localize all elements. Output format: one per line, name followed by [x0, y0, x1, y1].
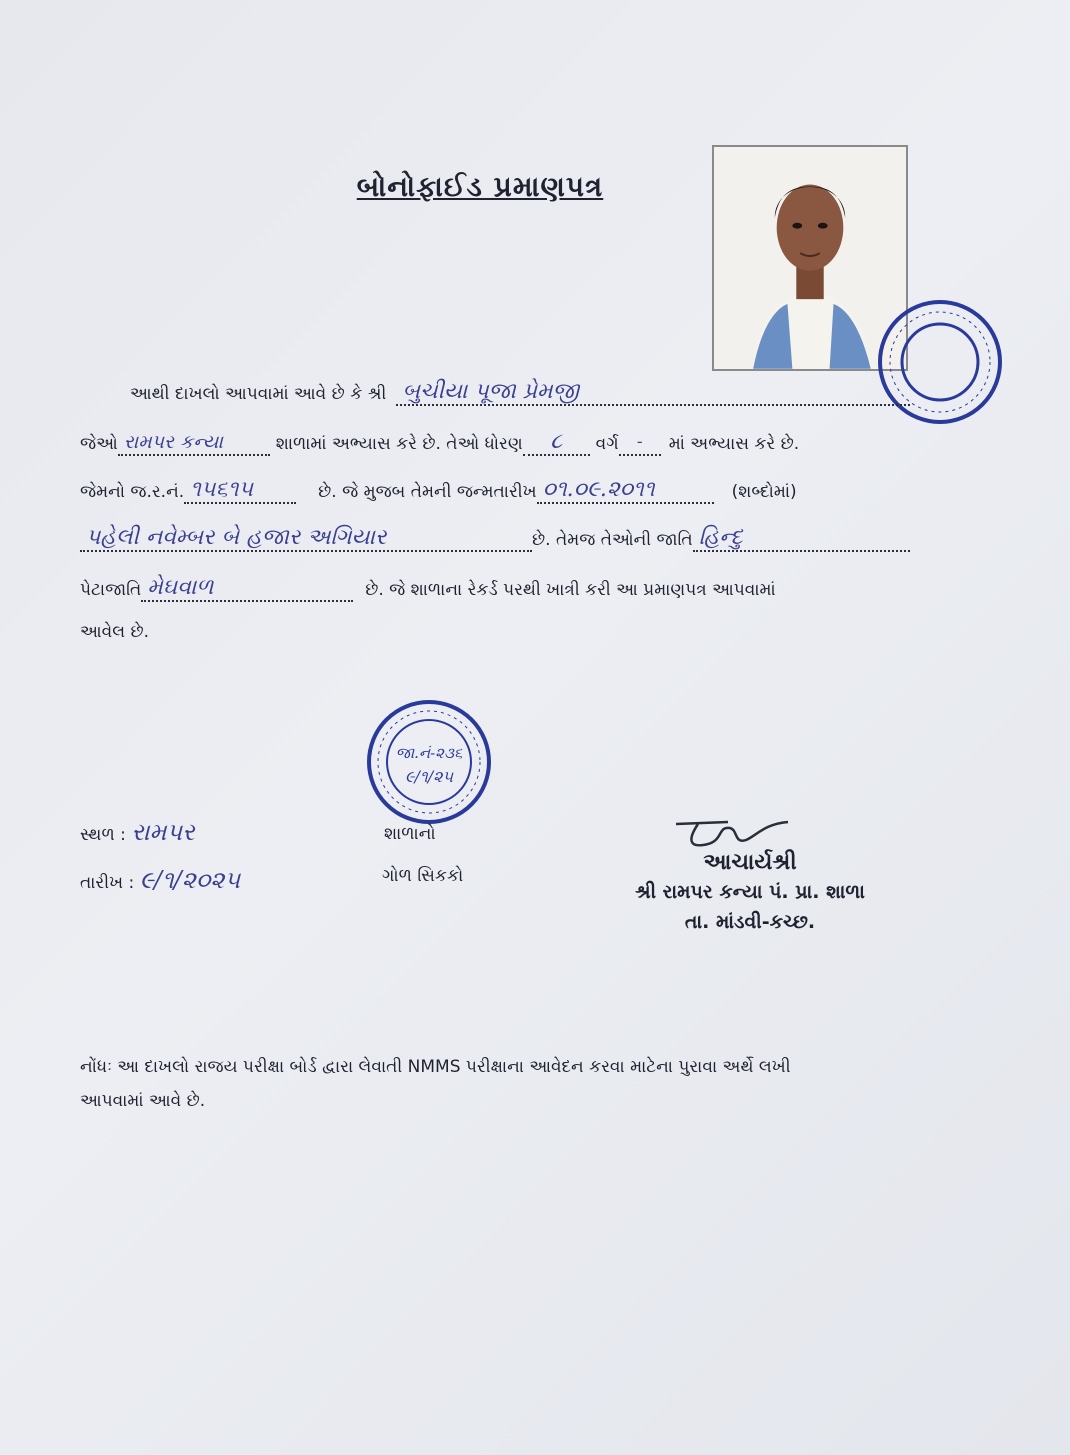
birth-date-words-field: પહેલી નવેમ્બર બે હજાર અગિયાર	[80, 526, 532, 552]
line2-varg: વર્ગ	[595, 434, 619, 454]
date-row	[80, 866, 240, 894]
school-round-seal-large	[868, 298, 1008, 428]
subcaste-field: મેઘવાળ	[141, 576, 353, 602]
line2-prefix: જેઓ	[80, 434, 118, 454]
student-name-field: બુચીયા પૂજા પ્રેમજી	[396, 380, 910, 406]
line5-suffix: છે. જે શાળાના રેકર્ડ પરથી ખાત્રી કરી આ પ્રમાણપત્ર આપવામાં	[365, 580, 776, 600]
seal-date: ૯/૧/૨૫	[405, 767, 453, 786]
place-label: સ્થળ :	[80, 825, 126, 845]
line2-mid: શાળામાં અભ્યાસ કરે છે. તેઓ ધોરણ	[275, 434, 523, 454]
principal-block	[600, 820, 900, 933]
note-line-2: આપવામાં આવે છે.	[80, 1091, 206, 1111]
line4-mid: છે. તેમજ તેઓની જાતિ	[532, 530, 693, 550]
line-birth-words	[80, 526, 910, 552]
line-register	[80, 478, 910, 504]
birth-date-field: ૦૧.૦૯.૨૦૧૧	[537, 478, 714, 504]
register-no-field: ૧૫૬૧૫	[184, 478, 296, 504]
line1-prefix: આથી દાખલો આપવામાં આવે છે કે શ્રી	[130, 384, 387, 404]
line-student-name	[80, 380, 910, 406]
taluka: તા. માંડવી-કચ્છ.	[684, 911, 816, 933]
school-seal-label: શાળાનો	[384, 824, 436, 844]
line-school	[80, 430, 910, 456]
line3-mid: છે. જે મુજબ તેમની જન્મતારીખ	[318, 482, 537, 502]
standard-field: ૮	[523, 430, 590, 456]
line5-prefix: પેટાજાતિ	[80, 580, 142, 600]
date-value: ૯/૧/૨૦૨૫	[139, 866, 241, 894]
seal-number: જા.નં-૨૩૬	[395, 744, 463, 762]
caste-field: હિન્દુ	[693, 526, 910, 552]
place-row	[80, 818, 194, 846]
principal-title: આચાર્યશ્રી	[703, 850, 797, 875]
line3-prefix: જેમનો જ.ર.નં.	[80, 482, 185, 502]
note-line-1: નોંધઃ આ દાખલો રાજય પરીક્ષા બોર્ડ દ્વારા લેવાતી NMMS પરીક્ષાના આવેદન કરવા માટેના પુરાવા અર્થે લખી	[80, 1057, 791, 1077]
school-round-seal-small	[357, 698, 507, 828]
round-seal-label: ગોળ સિકકો	[382, 866, 464, 886]
line2-suffix: માં અભ્યાસ કરે છે.	[668, 434, 800, 454]
school-name-field: રામપર કન્યા	[118, 430, 270, 456]
line-subcaste	[80, 576, 910, 602]
line6: આવેલ છે.	[80, 622, 150, 642]
place-value: રામપર	[131, 818, 195, 846]
division-field: -	[619, 430, 661, 456]
note	[80, 1050, 910, 1118]
line3-suffix: (શબ્દોમાં)	[731, 482, 797, 502]
school-full-name: શ્રી રામપર કન્યા પં. પ્રા. શાળા	[635, 881, 865, 903]
certificate-title: બોનોફાઈડ પ્રમાણપત્ર	[356, 170, 604, 203]
date-label: તારીખ :	[80, 873, 135, 893]
line-closing	[80, 620, 910, 644]
